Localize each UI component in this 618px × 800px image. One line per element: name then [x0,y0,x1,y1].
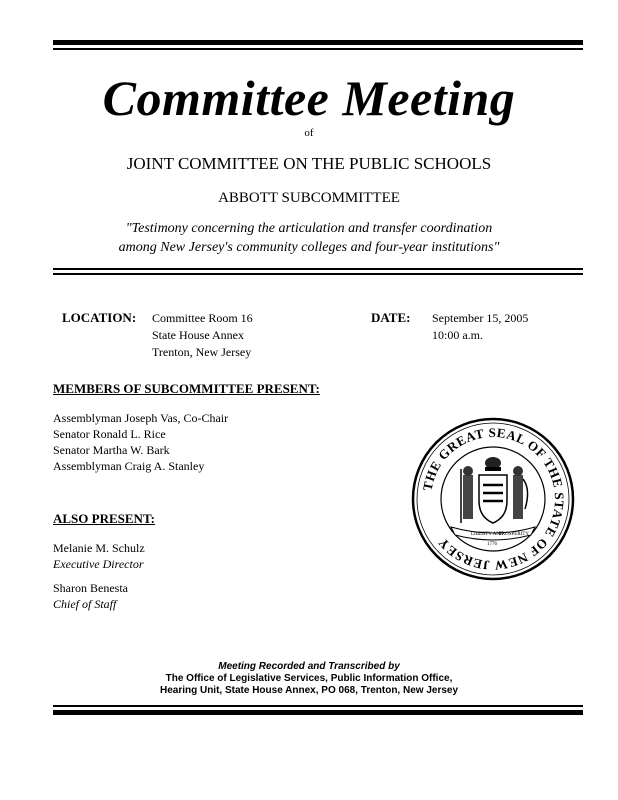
committee-name: JOINT COMMITTEE ON THE PUBLIC SCHOOLS [126,154,492,173]
bottom-rule-thin [53,705,583,707]
location-value [152,310,253,361]
transcription-credit [0,661,618,697]
staff-name: Sharon Benesta [53,581,128,595]
footer-line-3: Hearing Unit, State House Annex, PO 068, Trenton, New Jersey [159,685,459,696]
member-item: Senator Martha W. Bark [53,443,170,457]
date-line: September 15, 2005 [432,311,529,325]
middle-rule-thin-2 [53,273,583,275]
middle-rule-thin [53,268,583,270]
location-label: LOCATION: [62,310,137,325]
testimony-line-2: among New Jersey's community colleges and four-year institutions" [118,240,500,255]
subcommittee-name: ABBOTT SUBCOMMITTEE [218,190,400,206]
location-line: Trenton, New Jersey [152,345,252,359]
seal-year: 1776 [487,542,497,547]
seal-ribbon-left: LIBERTY AND [471,532,504,537]
great-seal-image [411,417,575,581]
location-line: State House Annex [152,328,244,342]
seal-ribbon-right: PROSPERITY [499,532,530,537]
staff-entry [53,540,145,572]
top-rule-thin [53,48,583,50]
top-rule-thick [53,40,583,45]
date-line: 10:00 a.m. [432,328,483,342]
seal-ring-text: THE GREAT SEAL OF THE STATE OF NEW JERSEY [419,424,568,574]
member-item: Assemblyman Craig A. Stanley [53,459,205,473]
members-list [53,410,228,474]
staff-name: Melanie M. Schulz [53,541,145,555]
footer-line-2: The Office of Legislative Services, Public Information Office, [165,673,453,684]
staff-entry [53,580,128,612]
of-label: of [304,127,314,139]
footer-line-1: Meeting Recorded and Transcribed by [218,661,400,672]
testimony-subject [0,219,618,257]
member-item: Assemblyman Joseph Vas, Co-Chair [53,411,229,425]
members-heading: MEMBERS OF SUBCOMMITTEE PRESENT: [53,381,320,396]
staff-role: Chief of Staff [53,597,117,611]
location-line: Committee Room 16 [152,311,253,325]
staff-role: Executive Director [53,557,144,571]
date-label: DATE: [371,310,411,325]
date-value [432,310,528,344]
document-title: Committee Meeting [102,70,516,126]
testimony-line-1: "Testimony concerning the articulation and transfer coordination [125,221,493,236]
member-item: Senator Ronald L. Rice [53,427,166,441]
bottom-rule-thick [53,710,583,715]
also-present-heading: ALSO PRESENT: [53,511,155,526]
